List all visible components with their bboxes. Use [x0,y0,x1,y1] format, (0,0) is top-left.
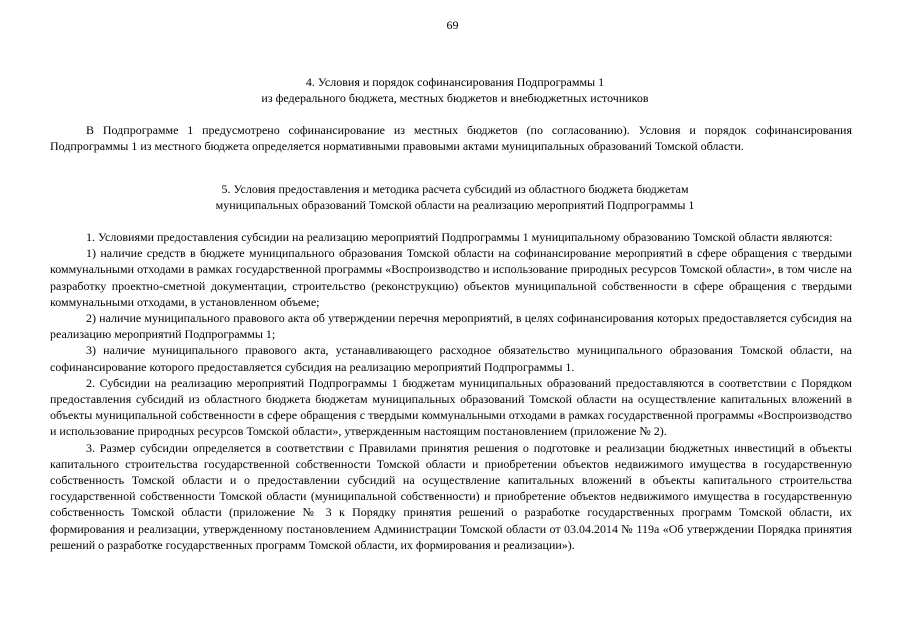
section-5-title-line-1: 5. Условия предоставления и методика расчета субсидий из областного бюджета бюджетам [221,182,689,196]
page-number: 69 [446,18,459,32]
section-5-heading [60,181,850,213]
section-5-title-line-2: муниципальных образований Томской области на реализацию мероприятий Подпрограммы 1 [215,198,695,212]
section-5-paragraph-1: 1. Условиями предоставления субсидии на реализацию мероприятий Подпрограммы 1 муниципальному образованию Томской области являются: [86,230,833,244]
section-4-body [50,122,852,154]
section-5-paragraph-6: 3. Размер субсидии определяется в соответствии с Правилами принятия решения о подготовке и реализации бюджетных инвестиций в объекты капитального строительства государственной собственности Томской области и приобретении объектов недвижимого имущества в государственную собственность Томской области и о предоставлении субсидий на осуществление капитальных вложений в объекты капитального строительства государственной собственности Томской области (муниципальной собственности) и приобретение объектов недвижимого имущества в государственную собственность Томской области (приложение № 3 к Порядку принятия решений о разработке государственных программ Томской области, их формирования и реализации, утвержденному постановлением Администрации Томской области от 03.04.2014 № 119а «Об утверждении Порядка принятия решений о разработке государственных программ Томской области, их формирования и реализации»). [50,440,852,552]
section-4-title-line-1: 4. Условия и порядок софинансирования Подпрограммы 1 [305,75,605,89]
section-5-paragraph-3: 2) наличие муниципального правового акта об утверждении перечня мероприятий, в целях софинансирования которых предоставляется субсидия на реализацию мероприятий Подпрограммы 1; [50,311,852,342]
section-4-title-line-2: из федерального бюджета, местных бюджетов и внебюджетных источников [261,91,649,105]
section-4-heading [60,74,850,106]
section-5-paragraph-4: 3) наличие муниципального правового акта, устанавливающего расходное обязательство муниципального образования Томской области, на софинансирование которого предоставляется субсидия на реализацию мероприятий Подпрограммы 1. [50,343,852,374]
section-4-paragraph: В Подпрограмме 1 предусмотрено софинансирование из местных бюджетов (по согласованию). Условия и порядок софинансирования Подпрограммы 1 из местного бюджета определяется нормативными правовыми актами муниципальных образований Томской области. [50,123,852,154]
section-5-body [50,229,852,553]
section-5-paragraph-2: 1) наличие средств в бюджете муниципального образования Томской области на софинансирование мероприятий в сфере обращения с твердыми коммунальными отходами в рамках государственной программы «Воспроизводство и использование природных ресурсов Томской области», в том числе на разработку проектно-сметной документации, строительство (реконструкцию) объектов муниципальной собственности в сфере обращения с твердыми коммунальными отходами, в установленном объеме; [50,246,852,309]
section-5-paragraph-5: 2. Субсидии на реализацию мероприятий Подпрограммы 1 бюджетам муниципальных образований предоставляются в соответствии с Порядком предоставления субсидий из областного бюджета бюджетам муниципальных образований Томской области на осуществление капитальных вложений в объекты муниципальной собственности в сфере обращения с твердыми коммунальными отходами в рамках государственной программы «Воспроизводство и использование природных ресурсов Томской области», утвержденным настоящим постановлением (приложение № 2). [50,375,852,439]
